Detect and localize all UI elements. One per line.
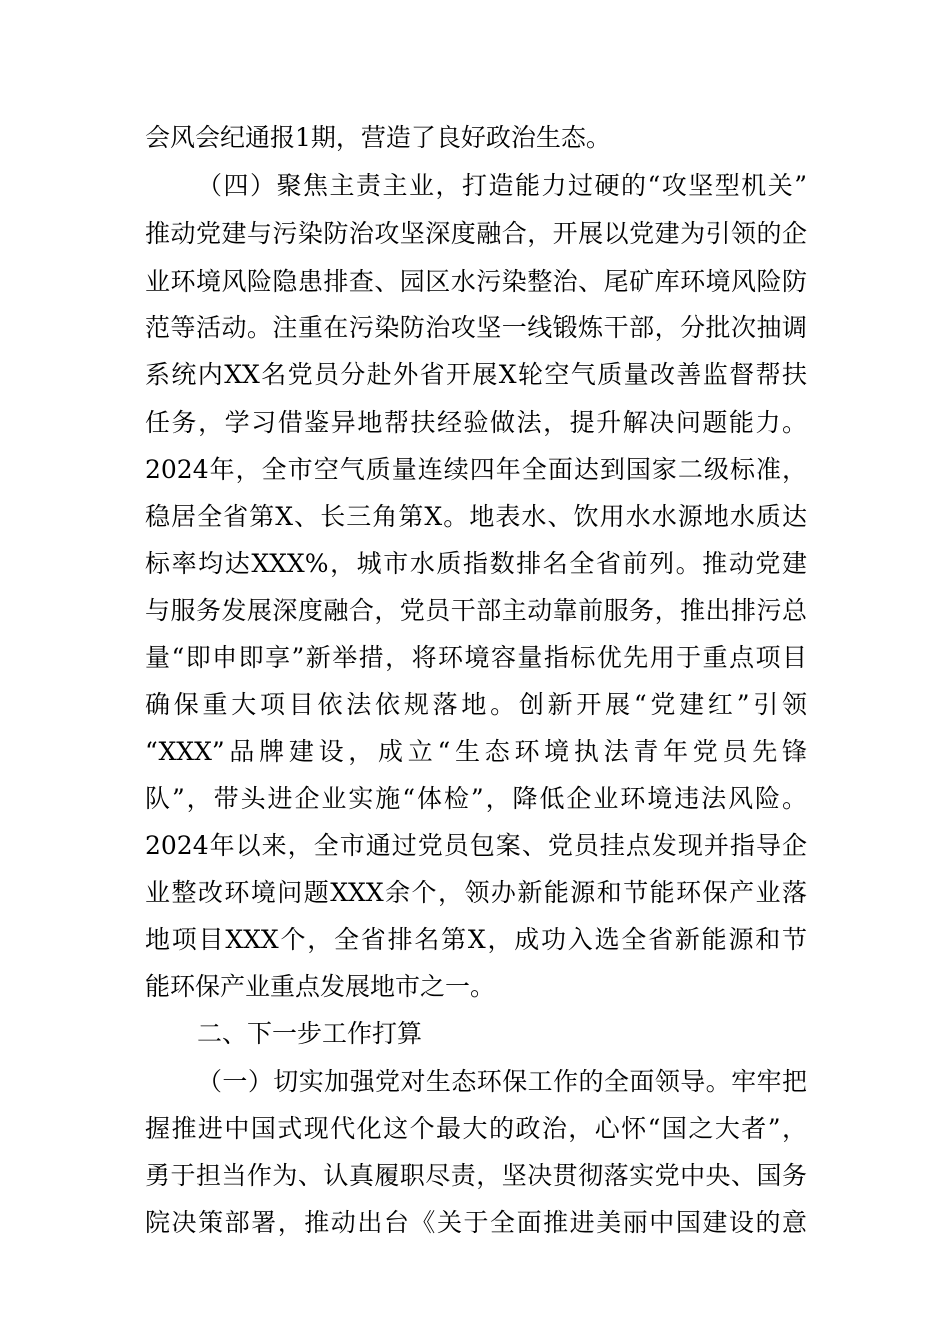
text-line: 量“即申即享”新举措，将环境容量指标优先用于重点项目 <box>145 643 807 672</box>
text-line: 范等活动。注重在污染防治攻坚一线锻炼干部，分批次抽调 <box>145 313 807 342</box>
text-line: 业整改环境问题XXX余个，领办新能源和节能环保产业落 <box>145 878 807 907</box>
text-line: 系统内XX名党员分赴外省开展X轮空气质量改善监督帮扶 <box>145 360 807 389</box>
text-line: 2024年以来，全市通过党员包案、党员挂点发现并指导企 <box>145 831 807 860</box>
section-heading: 二、下一步工作打算 <box>197 1019 423 1048</box>
text-line: 2024年，全市空气质量连续四年全面达到国家二级标准， <box>145 455 807 484</box>
text-line: 任务，学习借鉴异地帮扶经验做法，提升解决问题能力。 <box>145 408 807 437</box>
text-line: 勇于担当作为、认真履职尽责，坚决贯彻落实党中央、国务 <box>145 1161 807 1190</box>
text-line: 业环境风险隐患排查、园区水污染整治、尾矿库环境风险防 <box>145 267 807 296</box>
text-line: 能环保产业重点发展地市之一。 <box>145 972 496 1001</box>
text-line: “XXX”品牌建设，成立“生态环境执法青年党员先锋 <box>145 737 807 766</box>
text-line: 会风会纪通报1期，营造了良好政治生态。 <box>145 123 611 152</box>
text-line: 地项目XXX个，全省排名第X，成功入选全省新能源和节 <box>145 925 807 954</box>
text-line: 握推进中国式现代化这个最大的政治，心怀“国之大者”， <box>145 1114 807 1143</box>
text-line: 确保重大项目依法依规落地。创新开展“党建红”引领 <box>145 690 807 719</box>
section-subheading: （一）切实加强党对生态环保工作的全面领导。牢牢把 <box>197 1067 807 1096</box>
text-line: 院决策部署，推动出台《关于全面推进美丽中国建设的意 <box>145 1208 807 1237</box>
text-line: 稳居全省第X、长三角第X。地表水、饮用水水源地水质达 <box>145 502 807 531</box>
text-line: 标率均达XXX%，城市水质指数排名全省前列。推动党建 <box>145 549 807 578</box>
text-line: 队”，带头进企业实施“体检”，降低企业环境违法风险。 <box>145 784 807 813</box>
section-subheading: （四）聚焦主责主业，打造能力过硬的“攻坚型机关” <box>197 171 807 200</box>
text-line: 与服务发展深度融合，党员干部主动靠前服务，推出排污总 <box>145 596 807 625</box>
text-line: 推动党建与污染防治攻坚深度融合，开展以党建为引领的企 <box>145 219 807 248</box>
